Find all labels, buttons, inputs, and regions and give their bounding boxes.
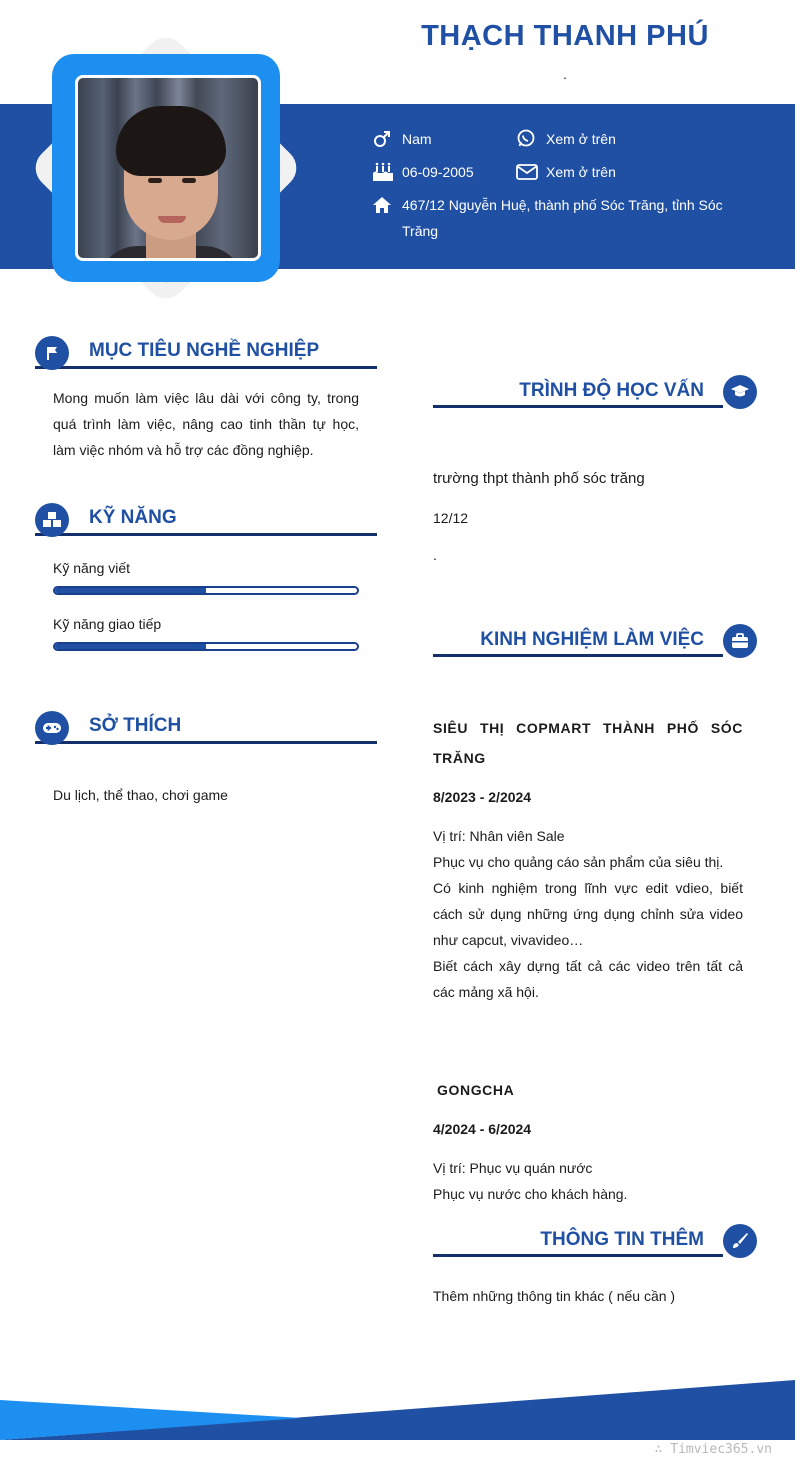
extra-underline <box>433 1254 723 1257</box>
avatar-frame <box>26 28 306 308</box>
email-value: Xem ở trên <box>546 164 616 180</box>
contact-birthday <box>372 159 512 185</box>
avatar-hair <box>116 106 226 176</box>
extra-title: THÔNG TIN THÊM <box>540 1229 704 1250</box>
job-line: Vị trí: Nhân viên Sale <box>433 828 565 844</box>
skill-bar <box>53 642 359 651</box>
gender-icon <box>372 126 402 152</box>
skill-label: Kỹ năng giao tiếp <box>53 616 162 632</box>
job-description <box>433 1155 743 1207</box>
contact-email <box>516 159 676 185</box>
education-underline <box>433 405 723 408</box>
briefcase-icon <box>723 624 757 658</box>
education-school: trường thpt thành phố sóc trăng <box>433 470 645 487</box>
job-description <box>433 823 743 1005</box>
education-grade: 12/12 <box>433 510 469 526</box>
gamepad-icon <box>35 711 69 745</box>
graduation-cap-icon <box>723 375 757 409</box>
boxes-icon <box>35 503 69 537</box>
avatar-eye <box>182 178 196 183</box>
candidate-name: THẠCH THANH PHÚ <box>421 20 709 52</box>
candidate-subtitle: . <box>563 66 567 82</box>
envelope-icon <box>516 159 546 185</box>
job-line: Có kinh nghiệm trong lĩnh vực edit vdieo, biết cách sử dụng những ứng dụng chỉnh sửa video như capcut, vivavideo… <box>433 880 743 948</box>
job-line: Biết cách xây dựng tất cả các video trên tất cả các mảng xã hội. <box>433 958 743 1000</box>
experience-title: KINH NGHIỆM LÀM VIỆC <box>480 629 704 650</box>
education-title: TRÌNH ĐỘ HỌC VẤN <box>519 380 704 401</box>
home-icon <box>372 192 402 218</box>
skill-bar <box>53 586 359 595</box>
birthday-cake-icon <box>372 159 402 185</box>
job-period: 8/2023 - 2/2024 <box>433 789 532 805</box>
watermark: ∴ Timviec365.vn <box>654 1442 772 1457</box>
whatsapp-icon <box>516 126 546 152</box>
flag-icon <box>35 336 69 370</box>
skill-bar-fill <box>55 588 206 593</box>
objective-title: MỤC TIÊU NGHỀ NGHIỆP <box>89 340 320 361</box>
gender-value: Nam <box>402 131 432 147</box>
job-company: SIÊU THỊ COPMART THÀNH PHỐ SÓC TRĂNG <box>433 720 743 766</box>
skill-label: Kỹ năng viết <box>53 560 131 576</box>
job-line: Phục vụ cho quảng cáo sản phẩm của siêu thị. <box>433 854 724 870</box>
hobbies-title: SỞ THÍCH <box>89 715 182 736</box>
hobbies-text: Du lịch, thể thao, chơi game <box>53 787 228 803</box>
objective-underline <box>35 366 377 369</box>
avatar-mouth <box>158 216 186 223</box>
skills-underline <box>35 533 377 536</box>
job-company: GONGCHA <box>437 1082 515 1098</box>
avatar <box>75 75 261 261</box>
extra-text: Thêm những thông tin khác ( nếu cần ) <box>433 1288 676 1304</box>
birthday-value: 06-09-2005 <box>402 164 474 180</box>
address-value: 467/12 Nguyễn Huệ, thành phố Sóc Trăng, tỉnh Sóc Trăng <box>402 197 723 239</box>
experience-underline <box>433 654 723 657</box>
contact-address <box>372 192 732 244</box>
contact-phone <box>516 126 676 152</box>
job-line: Phục vụ nước cho khách hàng. <box>433 1186 628 1202</box>
skill-bar-fill <box>55 644 206 649</box>
job-period: 4/2024 - 6/2024 <box>433 1121 532 1137</box>
paintbrush-icon <box>723 1224 757 1258</box>
job-line: Vị trí: Phục vụ quán nước <box>433 1160 593 1176</box>
contact-gender <box>372 126 512 152</box>
education-note: . <box>433 547 437 563</box>
skills-title: KỸ NĂNG <box>89 507 177 528</box>
phone-value: Xem ở trên <box>546 131 616 147</box>
objective-text: Mong muốn làm việc lâu dài với công ty, trong quá trình làm việc, nâng cao tinh thần tự học, làm việc nhóm và hỗ trợ các đồng nghiệp. <box>53 390 359 458</box>
hobbies-underline <box>35 741 377 744</box>
avatar-eye <box>148 178 162 183</box>
